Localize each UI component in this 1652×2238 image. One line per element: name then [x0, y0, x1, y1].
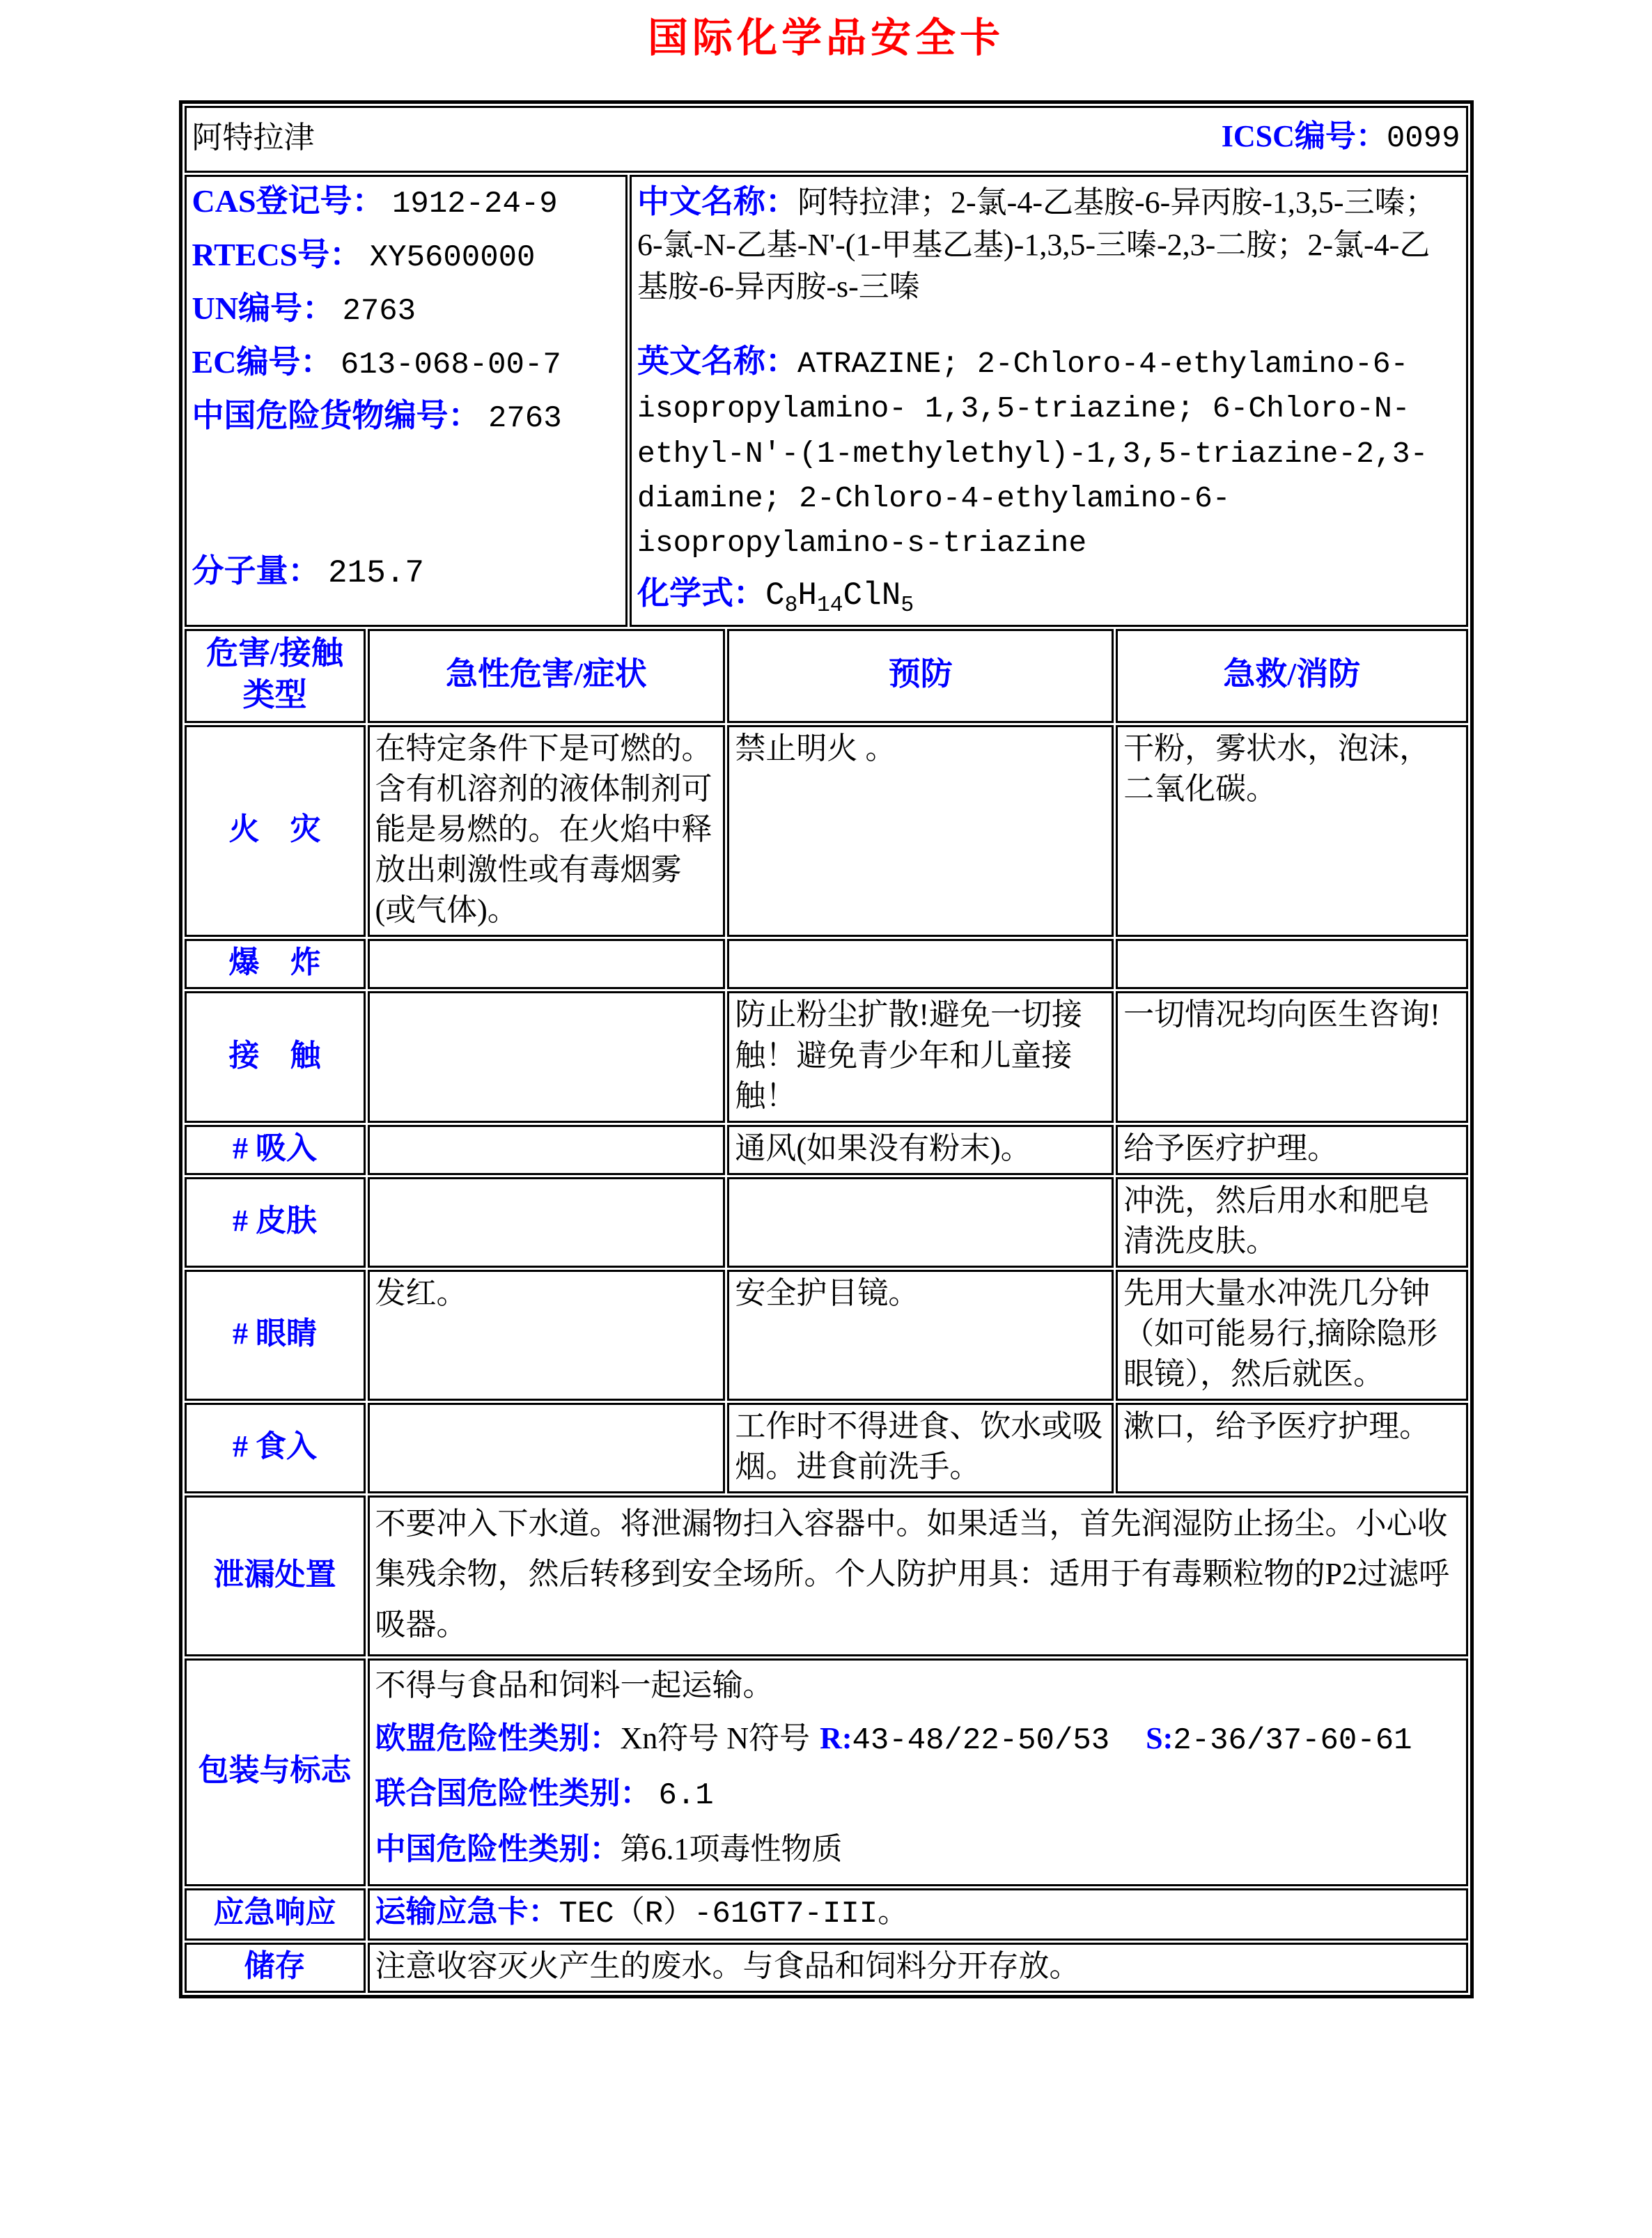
ingestion-first-aid-cell: 漱口，给予医疗护理。 [1116, 1403, 1467, 1493]
ec-value: 613-068-00-7 [340, 348, 561, 382]
emergency-response-label: 应急响应 [185, 1888, 366, 1941]
eyes-label: # 眼睛 [185, 1270, 366, 1401]
header-prevention: 预防 [727, 629, 1114, 723]
r-phrases-label: R: [820, 1720, 852, 1755]
hazard-row-contact [185, 991, 1468, 1122]
chemical-formula-line [637, 573, 1460, 620]
hazard-row-ingestion [185, 1403, 1468, 1493]
explosion-label: 爆 炸 [185, 939, 366, 989]
substance-name: 阿特拉津 [192, 120, 315, 155]
chinese-name-label: 中文名称： [637, 184, 798, 219]
fire-symptoms-cell: 在特定条件下是可燃的。含有机溶剂的液体制剂可能是易燃的。在火焰中释放出刺激性或有毒烟雾(或气体)。 [368, 725, 726, 937]
explosion-prevention-cell [727, 939, 1114, 989]
identifiers-cell [185, 175, 628, 627]
fire-first-aid-cell: 干粉，雾状水，泡沫，二氧化碳。 [1116, 725, 1467, 937]
storage-label: 储存 [185, 1943, 366, 1993]
ec-label: EC编号： [192, 344, 333, 380]
contact-first-aid-cell: 一切情况均向医生咨询! [1116, 991, 1467, 1122]
storage-text-cell: 注意收容灭火产生的废水。与食品和饲料分开存放。 [368, 1943, 1468, 1993]
storage-row [185, 1943, 1468, 1993]
eyes-first-aid-cell: 先用大量水冲洗几分钟（如可能易行,摘除隐形眼镜），然后就医。 [1116, 1270, 1467, 1401]
icsc-label: ICSC编号： [1221, 119, 1387, 154]
safety-card [179, 100, 1474, 1998]
hazard-row-explosion [185, 939, 1468, 989]
transport-note-line: 不得与食品和饲料一起运输。 [375, 1668, 774, 1702]
molecular-weight-value: 215.7 [328, 555, 425, 592]
header-first-aid: 急救/消防 [1116, 629, 1467, 723]
skin-symptoms-cell [368, 1177, 726, 1268]
cas-label: CAS登记号： [192, 183, 384, 219]
un-hazard-class-value: 6.1 [658, 1778, 714, 1814]
hazard-row-eyes [185, 1270, 1468, 1401]
icsc-number-group [1222, 116, 1460, 159]
r-phrases-value: 43-48/22-50/53 [852, 1723, 1110, 1758]
fire-prevention-cell: 禁止明火 。 [727, 725, 1114, 937]
safety-card-table [182, 104, 1470, 1995]
molecular-weight-label: 分子量： [192, 553, 320, 589]
china-dg-label: 中国危险货物编号： [192, 398, 481, 433]
un-value: 2763 [342, 294, 416, 329]
spill-text-cell: 不要冲入下水道。将泄漏物扫入容器中。如果适当，首先润湿防止扬尘。小心收集残余物，然后转移到安全场所。个人防护用具：适用于有毒颗粒物的P2过滤呼吸器。 [368, 1495, 1468, 1656]
cas-number-line [192, 181, 621, 224]
un-label: UN编号： [192, 290, 334, 326]
page-title: 国际化学品安全卡 [647, 15, 1004, 61]
name-row [185, 106, 1468, 173]
contact-label: 接 触 [185, 991, 366, 1122]
spill-label: 泄漏处置 [185, 1495, 366, 1656]
emergency-response-row [185, 1888, 1468, 1941]
hazard-row-skin [185, 1177, 1468, 1268]
names-cell [630, 175, 1467, 627]
chinese-name-paragraph [637, 180, 1460, 309]
transport-emergency-card-label: 运输应急卡： [375, 1894, 559, 1929]
hazard-row-fire [185, 725, 1468, 937]
chinese-name-value: 阿特拉津；2-氯-4-乙基胺-6-异丙胺-1,3,5-三嗪；6-氯-N-乙基-N'-(1-甲基乙基)-1,3,5-三嗪-2,3-二胺；2-氯-4-乙基胺-6-异丙胺-s-三嗪 [637, 185, 1436, 304]
hazard-header-row [185, 629, 1468, 723]
eu-hazard-class-label: 欧盟危险性类别： [375, 1720, 621, 1755]
ingestion-prevention-cell: 工作时不得进食、饮水或吸烟。进食前洗手。 [727, 1403, 1114, 1493]
explosion-symptoms-cell [368, 939, 726, 989]
eu-hazard-symbols: Xn符号 N符号 [620, 1720, 811, 1755]
inhalation-first-aid-cell: 给予医疗护理。 [1116, 1125, 1467, 1175]
s-phrases-value: 2-36/37-60-61 [1173, 1723, 1412, 1758]
molecular-weight-line [192, 550, 425, 595]
contact-symptoms-cell [368, 991, 726, 1122]
hazard-row-inhalation [185, 1125, 1468, 1175]
icsc-page [0, 15, 1652, 2238]
contact-prevention-cell: 防止粉尘扩散!避免一切接触！避免青少年和儿童接触！ [727, 991, 1114, 1122]
eyes-prevention-cell: 安全护目镜。 [727, 1270, 1114, 1401]
inhalation-label: # 吸入 [185, 1125, 366, 1175]
inhalation-symptoms-cell [368, 1125, 726, 1175]
un-number-line [192, 288, 621, 331]
skin-prevention-cell [727, 1177, 1114, 1268]
packaging-row [185, 1658, 1468, 1886]
spill-row [185, 1495, 1468, 1656]
english-name-paragraph [637, 339, 1460, 564]
emergency-response-cell [368, 1888, 1468, 1941]
name-cell [185, 106, 1468, 173]
inhalation-prevention-cell: 通风(如果没有粉末)。 [727, 1125, 1114, 1175]
explosion-first-aid-cell [1116, 939, 1467, 989]
skin-first-aid-cell: 冲洗，然后用水和肥皂清洗皮肤。 [1116, 1177, 1467, 1268]
chemical-formula-value: $C_8H_{14}ClN_5$ [765, 577, 914, 619]
rtecs-number-line [192, 235, 621, 277]
transport-emergency-card-value: TEC（R）-61GT7-III。 [559, 1896, 909, 1932]
chemical-formula-label: 化学式： [637, 575, 766, 612]
english-name-label: 英文名称： [637, 343, 798, 380]
un-hazard-class-label: 联合国危险性类别： [375, 1776, 651, 1811]
eu-hazard-class-line [375, 1716, 1460, 1764]
rtecs-value: XY5600000 [369, 240, 536, 275]
ingestion-label: # 食入 [185, 1403, 366, 1493]
packaging-label: 包装与标志 [185, 1658, 366, 1886]
china-hazard-class-value: 第6.1项毒性物质 [620, 1832, 843, 1867]
ec-number-line [192, 342, 621, 384]
china-dg-number-line [192, 396, 621, 438]
english-name-value: ATRAZINE; 2-Chloro-4-ethylamino-6-isopropylamino- 1,3,5-triazine; 6-Chloro-N-ethyl-N'-(1-methylethyl)-1,3,5-triazine-2,3-diamine; 2-Chloro-4-ethylamino-6-isopropylamino-s-triazine [637, 347, 1428, 560]
packaging-cell [368, 1658, 1468, 1886]
cas-value: 1912-24-9 [392, 187, 558, 222]
china-dg-value: 2763 [488, 401, 562, 436]
s-phrases-label: S: [1146, 1720, 1174, 1755]
china-hazard-class-label: 中国危险性类别： [375, 1832, 621, 1867]
rtecs-label: RTECS号： [192, 237, 362, 272]
un-hazard-class-line [375, 1771, 1460, 1819]
ingestion-symptoms-cell [368, 1403, 726, 1493]
icsc-number: 0099 [1386, 121, 1460, 157]
identifiers-row [185, 175, 1468, 627]
header-acute-symptoms: 急性危害/症状 [368, 629, 726, 723]
skin-label: # 皮肤 [185, 1177, 366, 1268]
header-hazard-type: 危害/接触类型 [185, 629, 366, 723]
china-hazard-class-line [375, 1827, 1460, 1872]
eyes-symptoms-cell: 发红。 [368, 1270, 726, 1401]
fire-label: 火 灾 [185, 725, 366, 937]
